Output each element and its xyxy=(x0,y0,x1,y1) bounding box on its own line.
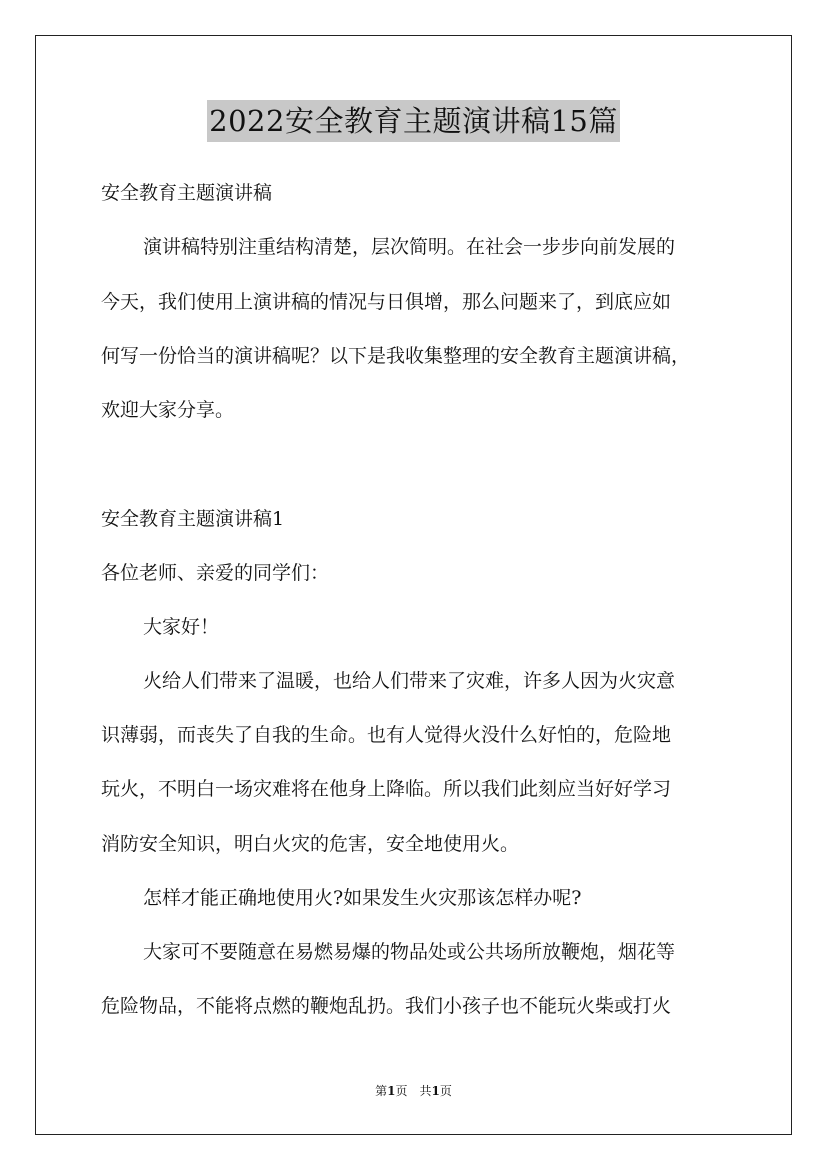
footer-post: 页 xyxy=(439,1084,452,1098)
section-heading-1: 安全教育主题演讲稿1 xyxy=(101,508,285,530)
footer-pre: 第 xyxy=(375,1084,388,1098)
para3-line-2: 危险物品，不能将点燃的鞭炮乱扔。我们小孩子也不能玩火柴或打火 xyxy=(101,995,672,1017)
footer-page-total: 1 xyxy=(431,1084,440,1098)
document-title: 2022安全教育主题演讲稿15篇 xyxy=(207,100,620,142)
page-footer xyxy=(0,1083,827,1099)
salutation: 各位老师、亲爱的同学们： xyxy=(101,562,330,584)
para3-line-1: 大家可不要随意在易燃易爆的物品处或公共场所放鞭炮，烟花等 xyxy=(143,941,676,963)
para1-line-3: 玩火，不明白一场灾难将在他身上降临。所以我们此刻应当好好学习 xyxy=(101,778,672,800)
intro-heading: 安全教育主题演讲稿 xyxy=(101,182,273,204)
intro-line-1: 演讲稿特别注重结构清楚，层次简明。在社会一步步向前发展的 xyxy=(143,236,676,258)
intro-line-2: 今天，我们使用上演讲稿的情况与日俱增，那么问题来了，到底应如 xyxy=(101,291,672,313)
para1-line-1: 火给人们带来了温暖，也给人们带来了灾难，许多人因为火灾意 xyxy=(143,670,676,692)
para1-line-4: 消防安全知识，明白火灾的危害，安全地使用火。 xyxy=(101,833,520,855)
intro-line-4: 欢迎大家分享。 xyxy=(101,399,235,421)
para1-line-2: 识薄弱，而丧失了自我的生命。也有人觉得火没什么好怕的，危险地 xyxy=(101,724,672,746)
greeting: 大家好！ xyxy=(143,616,220,638)
intro-line-3: 何写一份恰当的演讲稿呢？以下是我收集整理的安全教育主题演讲稿， xyxy=(101,345,691,367)
para2: 怎样才能正确地使用火?如果发生火灾那该怎样办呢? xyxy=(143,887,582,909)
footer-page-number: 1 xyxy=(387,1084,396,1098)
footer-mid: 页 共 xyxy=(395,1084,432,1098)
title-container xyxy=(0,100,827,142)
